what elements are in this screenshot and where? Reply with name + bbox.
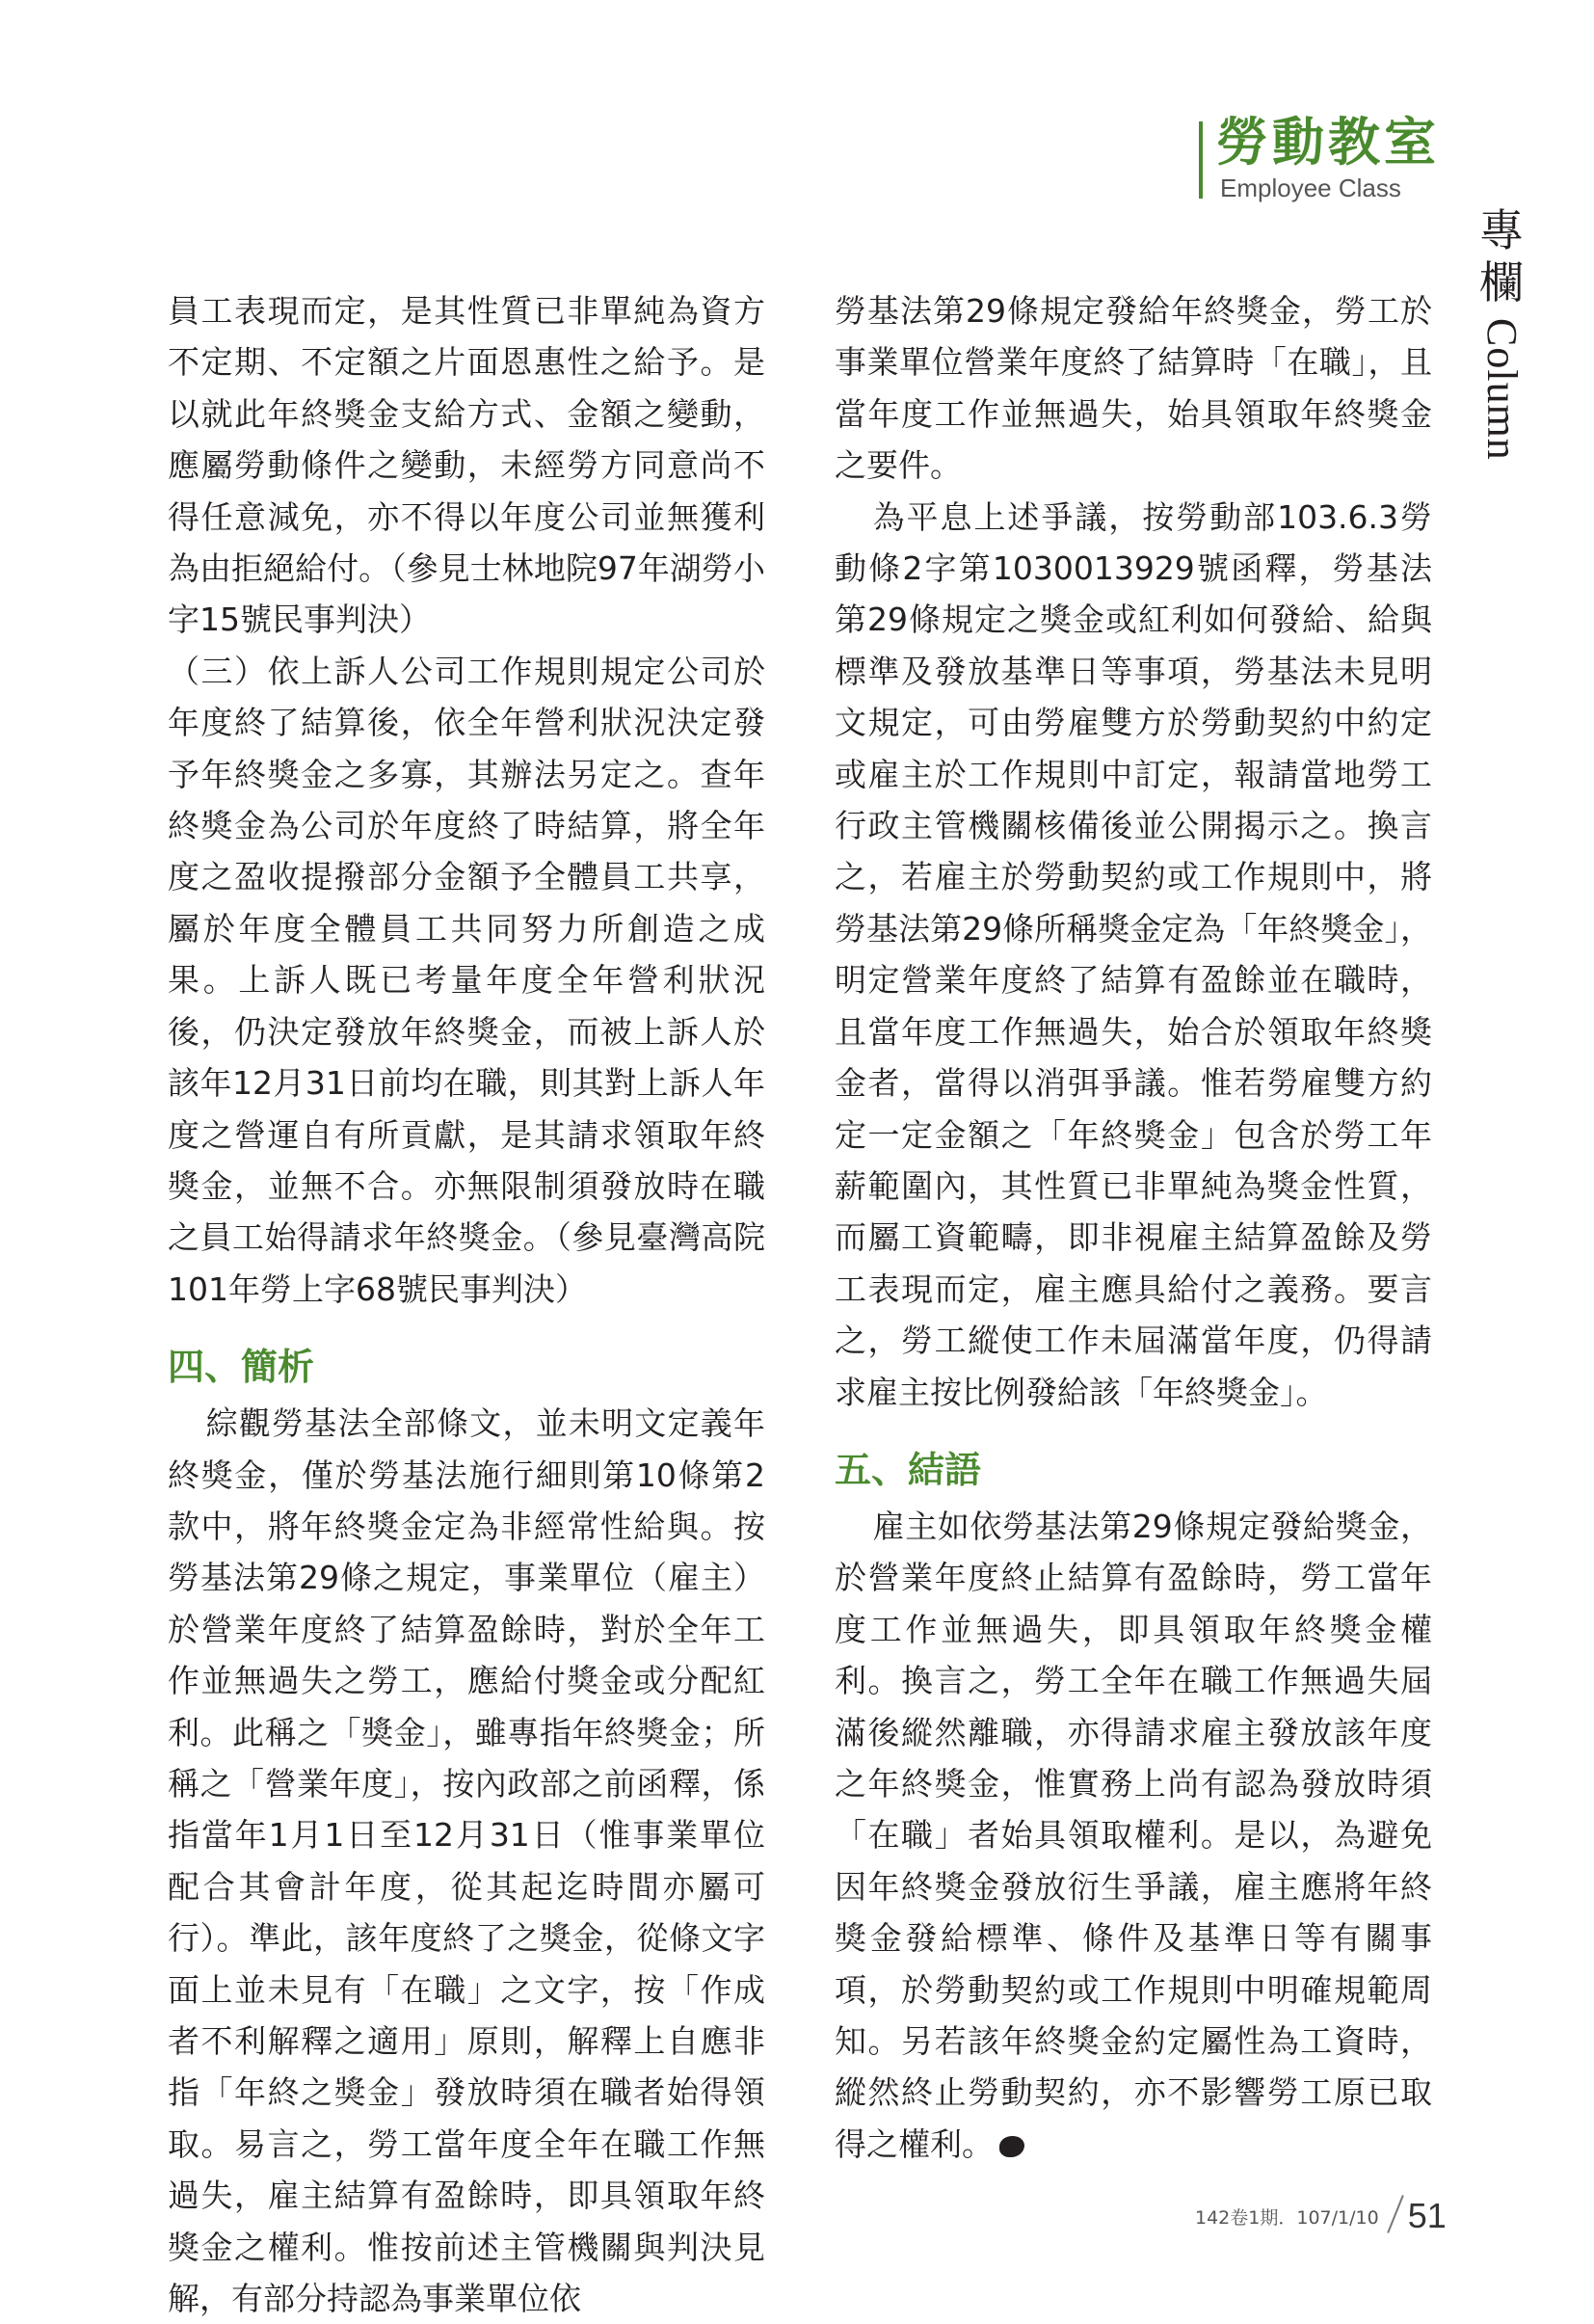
- column-subtitle: Employee Class: [1220, 174, 1401, 202]
- slash-divider: [1387, 2195, 1404, 2233]
- section-heading: 四、簡析: [168, 1346, 315, 1389]
- section-heading: 五、結語: [835, 1448, 982, 1491]
- page-number: 51: [1407, 2196, 1447, 2235]
- paragraph: 為平息上述爭議，按勞動部103.6.3勞動條2字第1030013929號函釋，勞基法第29條規定之獎金或紅利如何發給、給與標準及發放基準日等事項，勞基法未見明文規定，可由勞雇雙方於勞動契約中約定或雇主於工作規則中訂定，報請當地勞工行政主管機關核備後並公開揭示之。換言之，若雇主於勞動契約或工作規則中，將勞基法第29條所稱獎金定為「年終獎金」，明定營業年度終了結算有盈餘並在職時，且當年度工作無過失，始合於領取年終獎金者，當得以消弭爭議。惟若勞雇雙方約定一定金額之「年終獎金」包含於勞工年薪範圍內，其性質已非單純為獎金性質，而屬工資範疇，即非視雇主結算盈餘及勞工表現而定，雇主應具給付之義務。要言之，勞工縱使工作未屆滿當年度，仍得請求雇主按比例發給該「年終獎金」。: [835, 497, 1432, 1411]
- column-title: 勞動教室: [1216, 112, 1440, 173]
- paragraph-last: [835, 1501, 1432, 2170]
- page-footer: [1195, 2194, 1447, 2234]
- paragraph: （三）依上訴人公司工作規則規定公司於年度終了結算後，依全年營利狀況決定發予年終獎金之多寡，其辦法另定之。查年終獎金為公司於年度終了時結算，將全年度之盈收提撥部分金額予全體員工共享，屬於年度全體員工共同努力所創造之成果。上訴人既已考量年度全年營利狀況後，仍決定發放年終獎金，而被上訴人於該年12月31日前均在職，則其對上訴人年度之營運自有所貢獻，是其請求領取年終獎金，並無不合。亦無限制須發放時在職之員工始得請求年終獎金。（參見臺灣高院101年勞上字68號民事判決）: [168, 652, 765, 1308]
- left-column: [168, 285, 765, 2324]
- paragraph: 綜觀勞基法全部條文，並未明文定義年終獎金，僅於勞基法施行細則第10條第2款中，將年終獎金定為非經常性給與。按勞基法第29條之規定，事業單位（雇主）於營業年度終了結算盈餘時，對於全年工作並無過失之勞工，應給付獎金或分配紅利。此稱之「獎金」，雖專指年終獎金；所稱之「營業年度」，按內政部之前函釋，係指當年1月1日至12月31日（惟事業單位配合其會計年度，從其起迄時間亦屬可行）。準此，該年度終了之獎金，從條文字面上並未見有「在職」之文字，按「作成者不利解釋之適用」原則，解釋上自應非指「年終之獎金」發放時須在職者始得領取。易言之，勞工當年度全年在職工作無過失，雇主結算有盈餘時，即具領取年終獎金之權利。惟按前述主管機關與判決見解，有部分持認為事業單位依: [168, 1404, 765, 2318]
- paragraph-text: 雇主如依勞基法第29條規定發給獎金，於營業年度終止結算有盈餘時，勞工當年度工作並無過失，即具領取年終獎金權利。換言之，勞工全年在職工作無過失屆滿後縱然離職，亦得請求雇主發放該年度之年終獎金，惟實務上尚有認為發放時須「在職」者始具領取權利。是以，為避免因年終獎金發放衍生爭議，雇主應將年終獎金發給標準、條件及基準日等有關事項，於勞動契約或工作規則中明確規範周知。另若該年終獎金約定屬性為工資時，縱然終止勞動契約，亦不影響勞工原已取得之權利。: [835, 1507, 1432, 2163]
- paragraph: 員工表現而定，是其性質已非單純為資方不定期、不定額之片面恩惠性之給予。是以就此年終獎金支給方式、金額之變動，應屬勞動條件之變動，未經勞方同意尚不得任意減免，亦不得以年度公司並無獲利為由拒絕給付。（參見士林地院97年湖勞小字15號民事判決）: [168, 292, 765, 639]
- side-label-zh-2: 欄: [1479, 256, 1524, 308]
- right-column: [835, 285, 1432, 2170]
- paragraph: 勞基法第29條規定發給年終獎金，勞工於事業單位營業年度終了結算時「在職」，且當年度工作並無過失，始具領取年終獎金之要件。: [835, 292, 1432, 485]
- issue-info: 142卷1期．107/1/10: [1195, 2207, 1379, 2229]
- side-label-zh-1: 專: [1479, 204, 1524, 256]
- side-label: [1473, 204, 1530, 461]
- side-label-en: Column: [1478, 318, 1526, 461]
- header-accent-bar: [1199, 121, 1203, 199]
- end-mark-icon: [999, 2136, 1024, 2157]
